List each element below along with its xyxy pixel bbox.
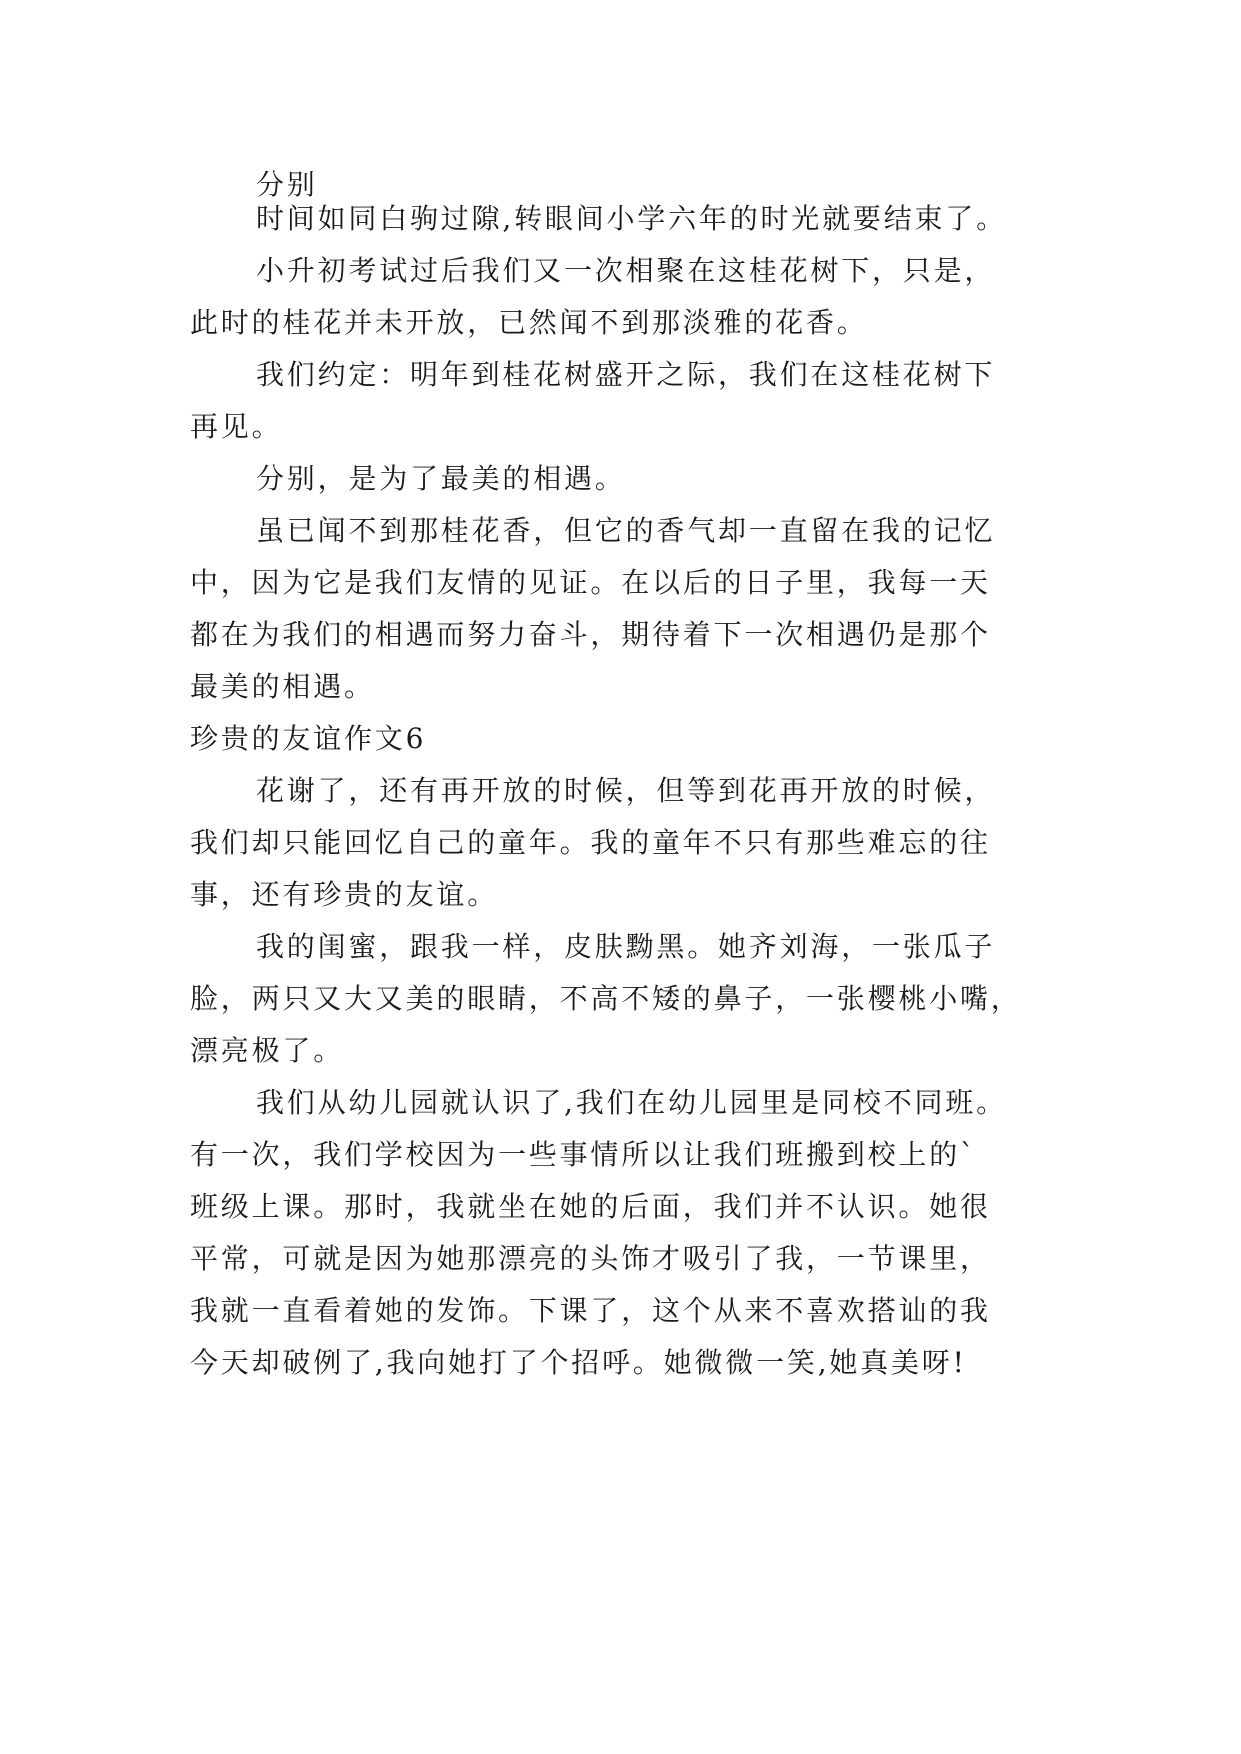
paragraph-line: 小升初考试过后我们又一次相聚在这桂花树下，只是， — [256, 254, 996, 287]
paragraph-line: 我的闺蜜，跟我一样，皮肤黝黑。她齐刘海，一张瓜子 — [256, 930, 996, 963]
paragraph-line: 都在为我们的相遇而努力奋斗，期待着下一次相遇仍是那个 — [190, 618, 991, 651]
paragraph-line: 中，因为它是我们友情的见证。在以后的日子里，我每一天 — [190, 566, 991, 599]
paragraph-line: 再见。 — [190, 410, 283, 443]
paragraph-line: 脸，两只又大又美的眼睛，不高不矮的鼻子，一张樱桃小嘴， — [190, 982, 1022, 1015]
section-heading-parting: 分别 — [256, 168, 318, 201]
paragraph-line: 今天却破例了,我向她打了个招呼。她微微一笑,她真美呀! — [190, 1346, 967, 1379]
paragraph-line: 此时的桂花并未开放，已然闻不到那淡雅的花香。 — [190, 306, 868, 339]
essay-title: 珍贵的友谊作文6 — [190, 722, 427, 755]
paragraph-line: 事，还有珍贵的友谊。 — [190, 878, 499, 911]
paragraph-line: 我们从幼儿园就认识了,我们在幼儿园里是同校不同班。 — [256, 1086, 1007, 1119]
paragraph-line: 虽已闻不到那桂花香，但它的香气却一直留在我的记忆 — [256, 514, 996, 547]
paragraph-line: 时间如同白驹过隙,转眼间小学六年的时光就要结束了。 — [256, 202, 1007, 235]
paragraph-line: 平常，可就是因为她那漂亮的头饰才吸引了我，一节课里， — [190, 1242, 991, 1275]
paragraph-line: 分别，是为了最美的相遇。 — [256, 462, 626, 495]
paragraph-line: 漂亮极了。 — [190, 1034, 345, 1067]
paragraph-line: 最美的相遇。 — [190, 670, 375, 703]
paragraph-line: 我们却只能回忆自己的童年。我的童年不只有那些难忘的往 — [190, 826, 991, 859]
paragraph-line: 有一次，我们学校因为一些事情所以让我们班搬到校上的` — [190, 1138, 977, 1171]
paragraph-line: 我们约定：明年到桂花树盛开之际，我们在这桂花树下 — [256, 358, 996, 391]
paragraph-line: 班级上课。那时，我就坐在她的后面，我们并不认识。她很 — [190, 1190, 991, 1223]
paragraph-line: 我就一直看着她的发饰。下课了，这个从来不喜欢搭讪的我 — [190, 1294, 991, 1327]
paragraph-line: 花谢了，还有再开放的时候，但等到花再开放的时候， — [256, 774, 996, 807]
